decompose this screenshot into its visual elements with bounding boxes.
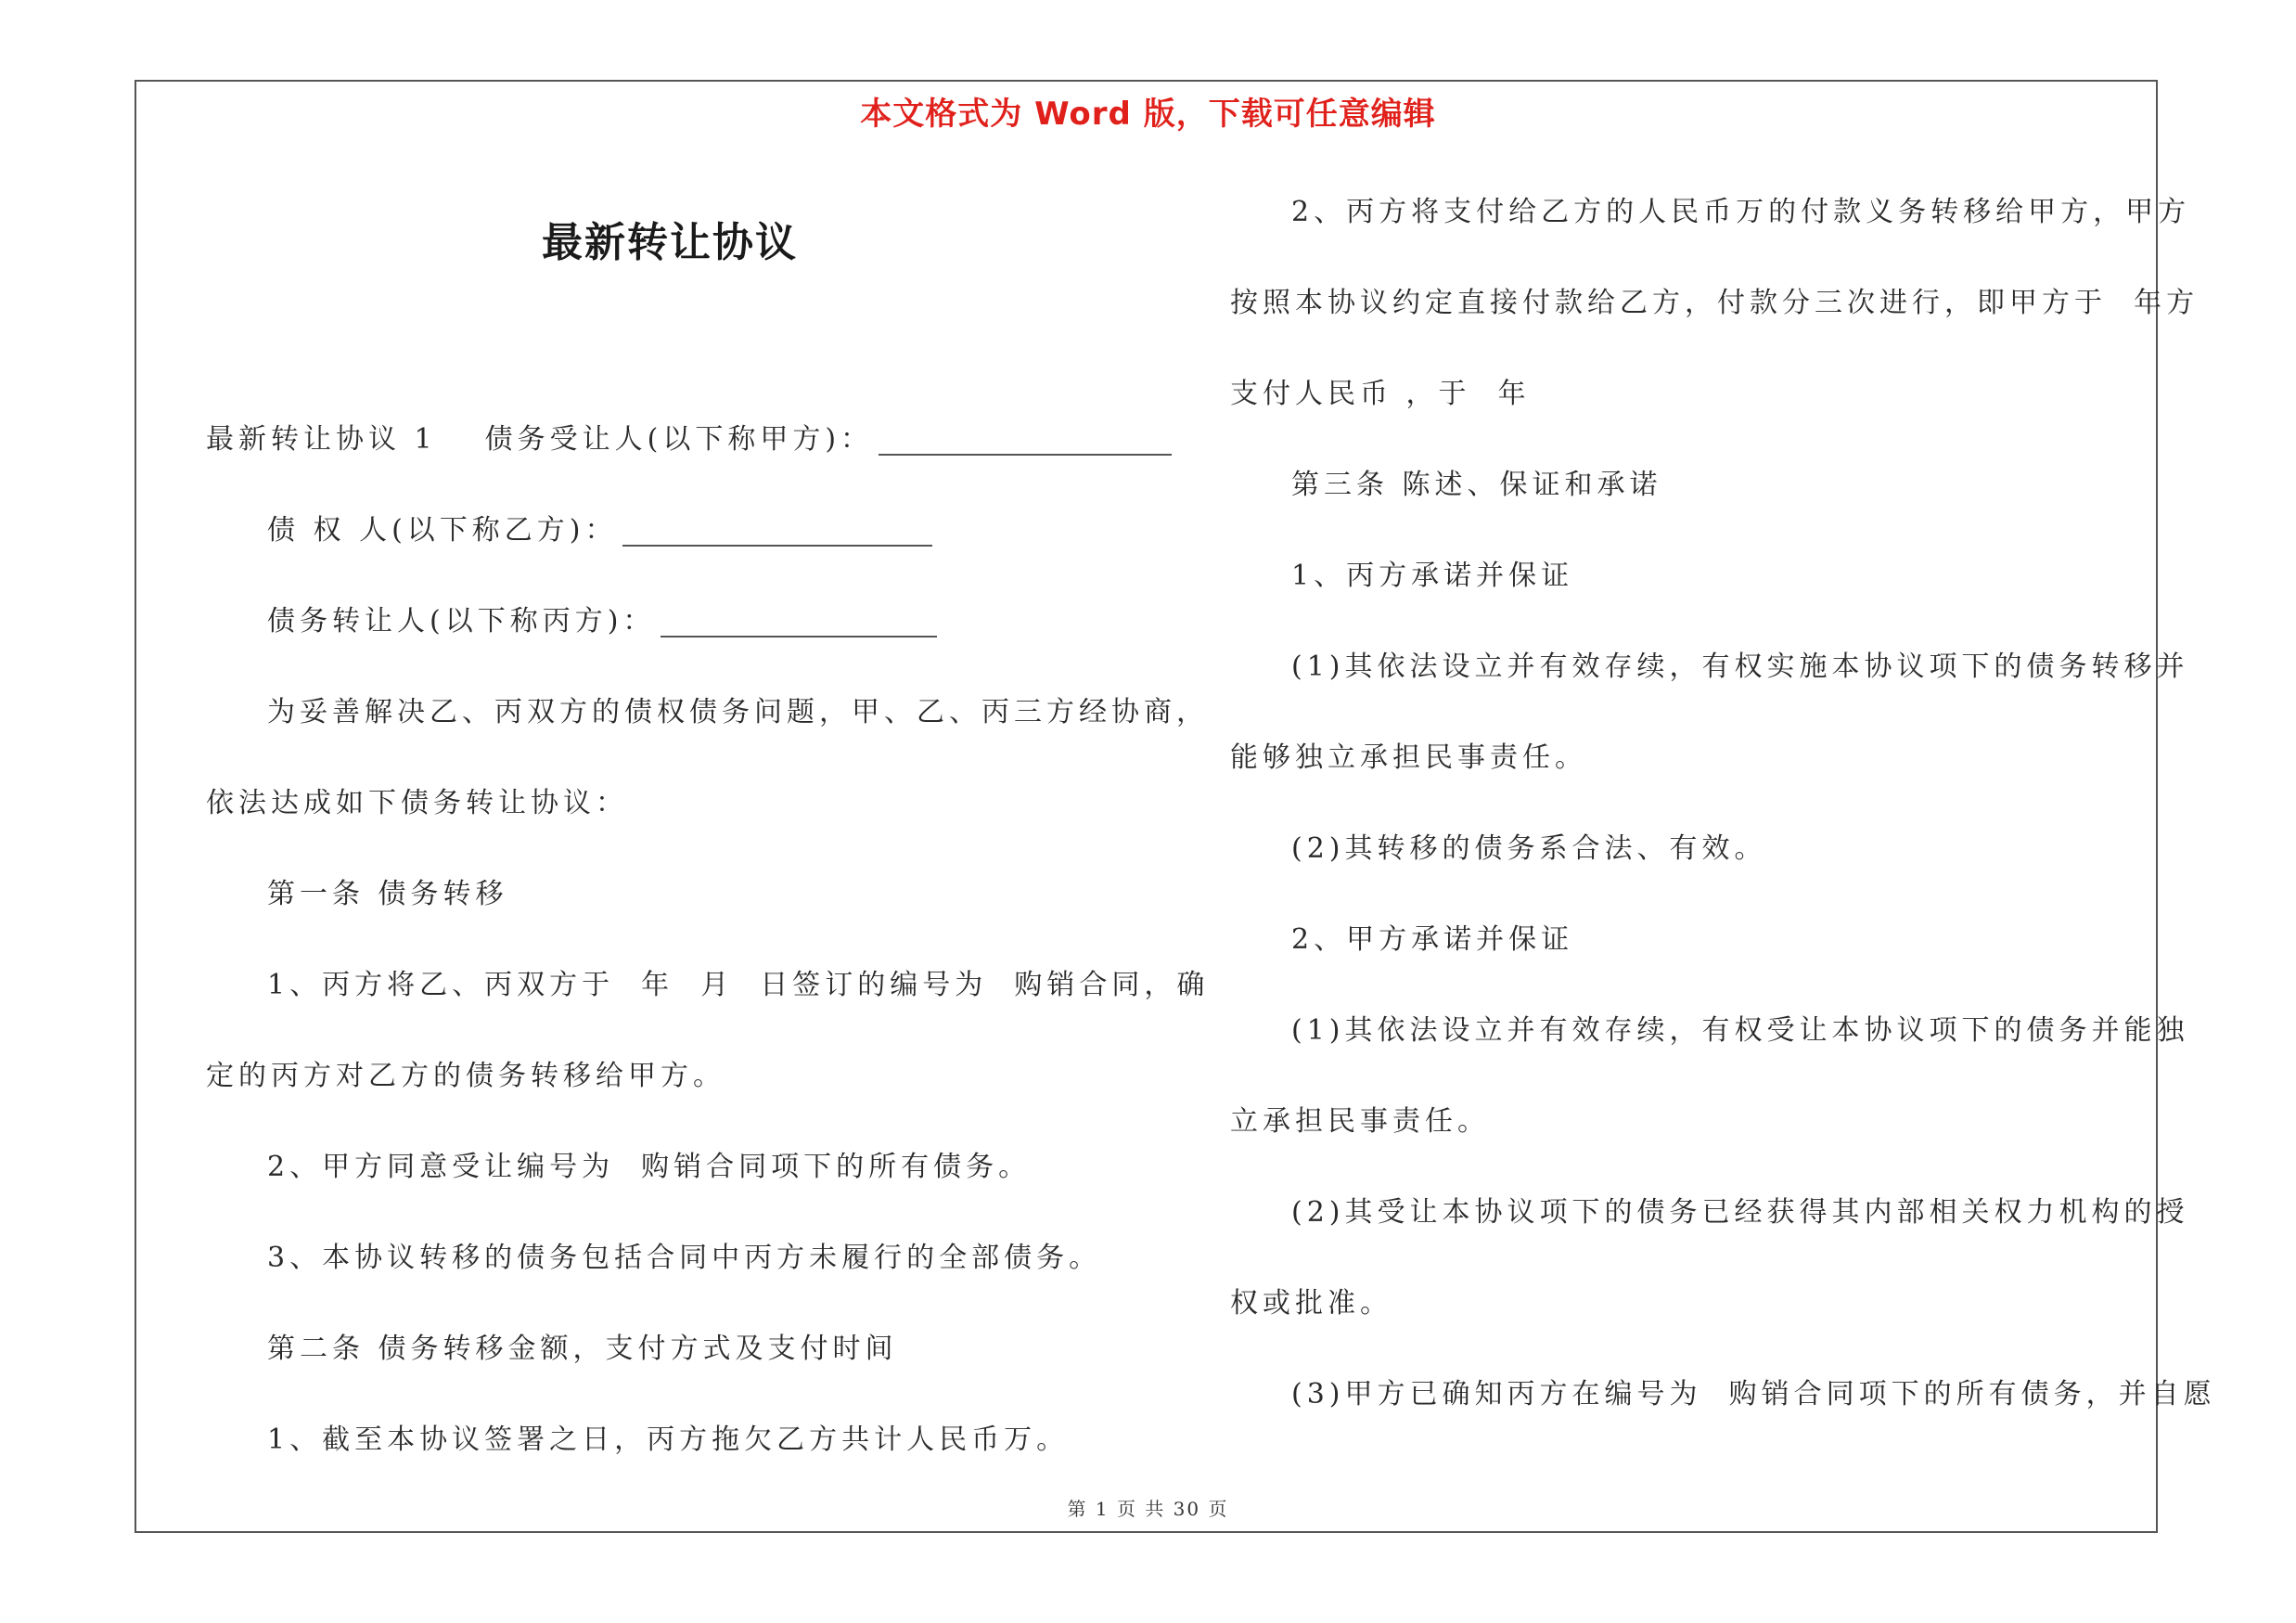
article-3-clause-2-1a: (1)其依法设立并有效存续，有权受让本协议项下的债务并能独 — [1291, 1014, 2189, 1047]
article-3-clause-1-1b: 能够独立承担民事责任。 — [1230, 741, 1587, 774]
article-3-heading: 第三条 陈述、保证和承诺 — [1291, 469, 1662, 501]
article-3-clause-2-1b: 立承担民事责任。 — [1230, 1105, 1490, 1138]
document-title: 最新转让协议 — [542, 219, 798, 266]
party-a-label: 债务受让人(以下称甲方)： — [484, 423, 874, 456]
preamble-line-1: 为妥善解决乙、丙双方的债权债务问题，甲、乙、丙三方经协商， — [267, 696, 1209, 728]
article-1-clause-3: 3、本协议转移的债务包括合同中丙方未履行的全部债务。 — [267, 1242, 1102, 1274]
party-b-blank — [622, 517, 932, 547]
format-banner: 本文格式为 Word 版，下载可任意编辑 — [860, 96, 1436, 133]
party-c-label: 债务转让人(以下称丙方)： — [267, 605, 656, 638]
article-3-clause-1: 1、丙方承诺并保证 — [1291, 560, 1574, 592]
party-b-line — [206, 485, 1134, 576]
article-2-clause-2a: 2、丙方将支付给乙方的人民币万的付款义务转移给甲方，甲方 — [1291, 196, 2191, 228]
article-3-clause-1-1a: (1)其依法设立并有效存续，有权实施本协议项下的债务转移并 — [1291, 650, 2189, 683]
article-2-clause-2c: 支付人民币 ，于 年 — [1230, 378, 1531, 410]
party-c-blank — [661, 608, 937, 638]
article-1-clause-1b: 定的丙方对乙方的债务转移给甲方。 — [206, 1060, 725, 1092]
article-1-clause-2: 2、甲方同意受让编号为 购销合同项下的所有债务。 — [267, 1151, 1032, 1183]
article-3-clause-2-2b: 权或批准。 — [1230, 1287, 1392, 1320]
article-3-clause-2: 2、甲方承诺并保证 — [1291, 923, 1574, 956]
intro-label: 最新转让协议 1 — [206, 423, 437, 456]
party-a-line — [206, 394, 1134, 485]
article-2-heading: 第二条 债务转移金额，支付方式及支付时间 — [267, 1333, 898, 1365]
preamble-line-2: 依法达成如下债务转让协议： — [206, 787, 628, 819]
article-1-clause-1a: 1、丙方将乙、丙双方于 年 月 日签订的编号为 购销合同，确 — [267, 969, 1210, 1001]
article-1-heading: 第一条 债务转移 — [267, 878, 508, 910]
article-3-clause-2-2a: (2)其受让本协议项下的债务已经获得其内部相关权力机构的授 — [1291, 1196, 2189, 1229]
party-a-blank — [879, 426, 1172, 456]
article-3-clause-2-3: (3)甲方已确知丙方在编号为 购销合同项下的所有债务，并自愿 — [1291, 1378, 2216, 1410]
left-column — [206, 394, 1210, 1486]
page-number-footer: 第 1 页 共 30 页 — [1067, 1498, 1229, 1520]
article-2-clause-1: 1、截至本协议签署之日，丙方拖欠乙方共计人民币万。 — [267, 1423, 1070, 1456]
article-3-clause-1-2: (2)其转移的债务系合法、有效。 — [1291, 832, 1767, 865]
right-column — [1230, 167, 2216, 1440]
party-c-line — [206, 576, 1134, 667]
article-2-clause-2b: 按照本协议约定直接付款给乙方，付款分三次进行，即甲方于 年方 — [1230, 287, 2200, 319]
party-b-label: 债 权 人(以下称乙方)： — [267, 514, 618, 547]
